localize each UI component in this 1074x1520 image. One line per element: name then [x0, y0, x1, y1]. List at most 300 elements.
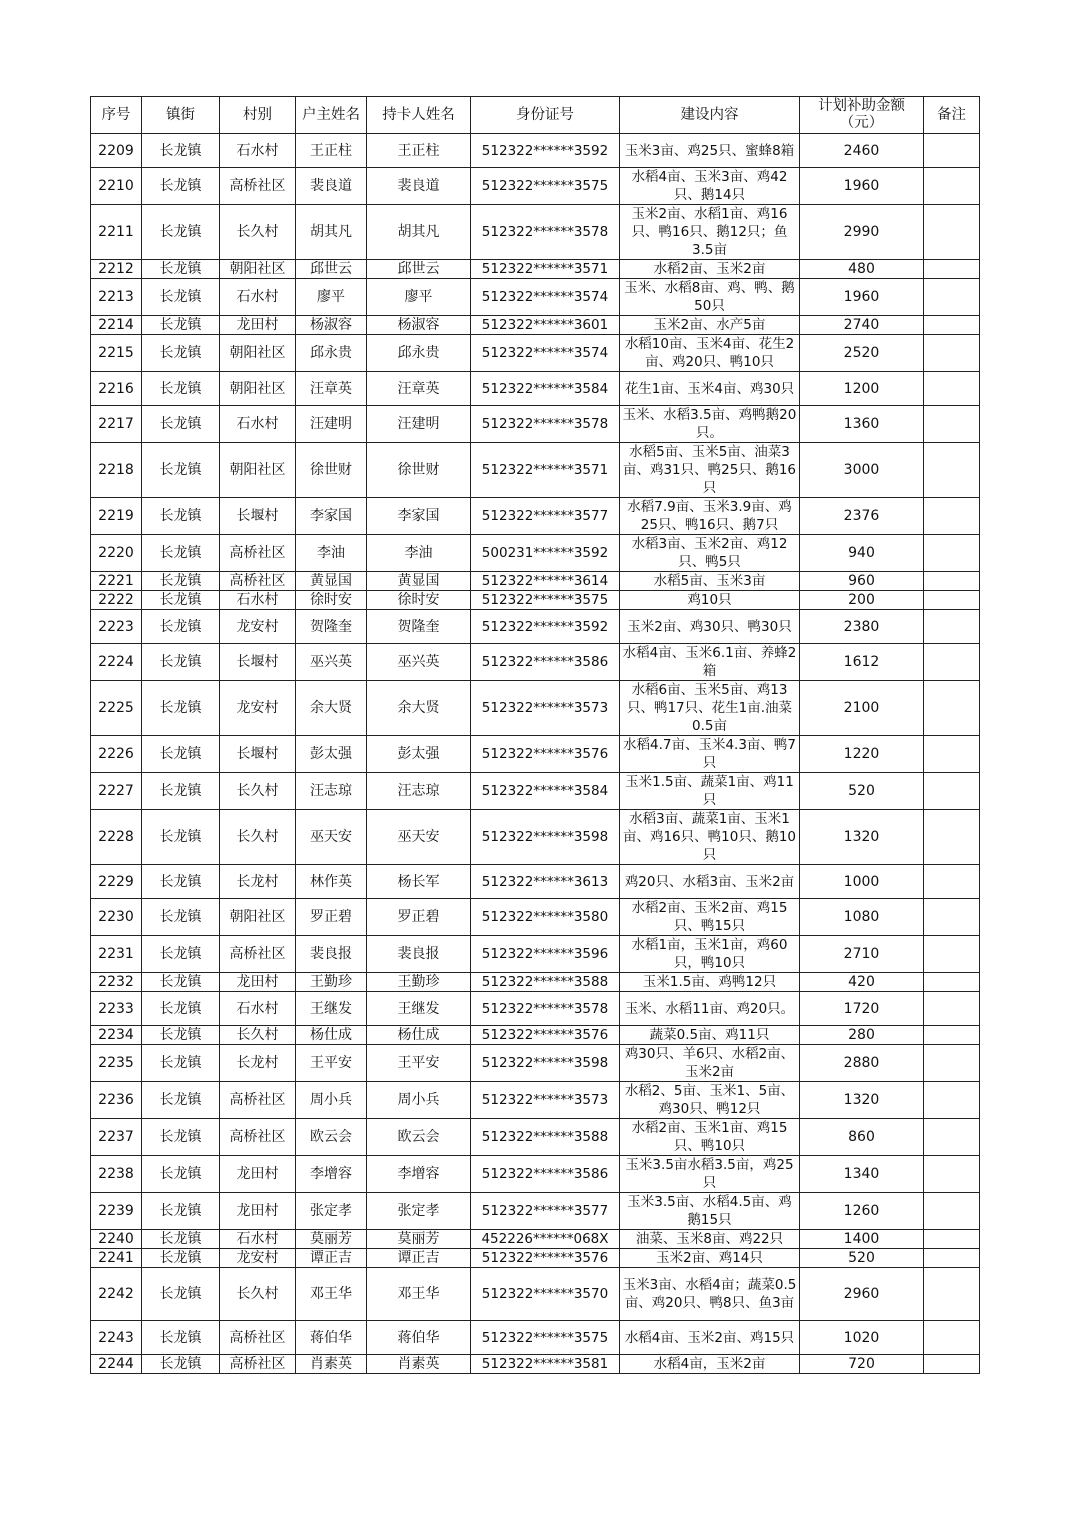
cell-householder: 廖平: [296, 279, 367, 316]
cell-amount: 1260: [800, 1193, 924, 1230]
cell-id: 452226******068X: [471, 1230, 620, 1249]
cell-id: 512322******3575: [471, 168, 620, 205]
cell-content: 玉米、水稻8亩、鸡、鸭、鹅50只: [620, 279, 800, 316]
cell-village: 长久村: [220, 810, 296, 865]
cell-cardholder: 周小兵: [367, 1082, 471, 1119]
table-row: [91, 591, 980, 610]
cell-cardholder: 余大贤: [367, 681, 471, 736]
cell-seq: 2236: [91, 1082, 142, 1119]
cell-content: 水稻7.9亩、玉米3.9亩、鸡25只、鸭16只、鹅7只: [620, 498, 800, 535]
cell-seq: 2219: [91, 498, 142, 535]
cell-village: 长久村: [220, 205, 296, 260]
subsidy-table: [90, 96, 980, 1374]
cell-householder: 欧云会: [296, 1119, 367, 1156]
cell-householder: 李油: [296, 535, 367, 572]
cell-id: 512322******3576: [471, 1249, 620, 1268]
cell-content: 水稻3亩、玉米2亩、鸡12只、鸭5只: [620, 535, 800, 572]
cell-amount: 2990: [800, 205, 924, 260]
table-row: [91, 279, 980, 316]
table-row: [91, 572, 980, 591]
cell-village: 高桥社区: [220, 1119, 296, 1156]
cell-village: 高桥社区: [220, 936, 296, 973]
cell-town: 长龙镇: [142, 865, 220, 899]
cell-amount: 2960: [800, 1268, 924, 1321]
cell-id: 512322******3598: [471, 810, 620, 865]
cell-town: 长龙镇: [142, 1026, 220, 1045]
cell-seq: 2237: [91, 1119, 142, 1156]
cell-cardholder: 汪建明: [367, 406, 471, 443]
cell-cardholder: 欧云会: [367, 1119, 471, 1156]
cell-content: 玉米2亩、水稻1亩、鸡16只、鸭16只、鹅12只；鱼3.5亩: [620, 205, 800, 260]
header-cardholder: 持卡人姓名: [367, 97, 471, 134]
cell-householder: 裴良道: [296, 168, 367, 205]
cell-village: 石水村: [220, 134, 296, 168]
cell-amount: 1720: [800, 992, 924, 1026]
cell-note: [924, 591, 980, 610]
cell-town: 长龙镇: [142, 973, 220, 992]
cell-amount: 420: [800, 973, 924, 992]
cell-amount: 1360: [800, 406, 924, 443]
cell-note: [924, 134, 980, 168]
cell-id: 512322******3592: [471, 610, 620, 644]
cell-town: 长龙镇: [142, 535, 220, 572]
cell-village: 石水村: [220, 992, 296, 1026]
cell-town: 长龙镇: [142, 498, 220, 535]
cell-note: [924, 572, 980, 591]
cell-id: 512322******3584: [471, 773, 620, 810]
cell-note: [924, 535, 980, 572]
cell-id: 512322******3571: [471, 443, 620, 498]
table-row: [91, 1045, 980, 1082]
cell-id: 512322******3581: [471, 1355, 620, 1374]
cell-seq: 2220: [91, 535, 142, 572]
table-row: [91, 260, 980, 279]
cell-cardholder: 彭太强: [367, 736, 471, 773]
cell-id: 512322******3578: [471, 406, 620, 443]
cell-note: [924, 1156, 980, 1193]
cell-town: 长龙镇: [142, 1321, 220, 1355]
cell-cardholder: 邓王华: [367, 1268, 471, 1321]
cell-cardholder: 巫天安: [367, 810, 471, 865]
cell-note: [924, 1045, 980, 1082]
cell-amount: 1020: [800, 1321, 924, 1355]
table-row: [91, 205, 980, 260]
cell-id: 512322******3578: [471, 205, 620, 260]
cell-householder: 肖素英: [296, 1355, 367, 1374]
table-row: [91, 316, 980, 335]
cell-cardholder: 邱世云: [367, 260, 471, 279]
cell-content: 水稻10亩、玉米4亩、花生2亩、鸡20只、鸭10只: [620, 335, 800, 372]
cell-householder: 余大贤: [296, 681, 367, 736]
cell-seq: 2232: [91, 973, 142, 992]
cell-town: 长龙镇: [142, 1355, 220, 1374]
cell-id: 512322******3574: [471, 279, 620, 316]
cell-amount: 2380: [800, 610, 924, 644]
table-row: [91, 1249, 980, 1268]
cell-householder: 邱永贵: [296, 335, 367, 372]
cell-householder: 徐时安: [296, 591, 367, 610]
cell-seq: 2230: [91, 899, 142, 936]
cell-cardholder: 李家国: [367, 498, 471, 535]
cell-town: 长龙镇: [142, 681, 220, 736]
cell-amount: 520: [800, 773, 924, 810]
cell-note: [924, 992, 980, 1026]
cell-householder: 蒋伯华: [296, 1321, 367, 1355]
table-row: [91, 644, 980, 681]
cell-seq: 2233: [91, 992, 142, 1026]
cell-cardholder: 徐世财: [367, 443, 471, 498]
cell-seq: 2231: [91, 936, 142, 973]
cell-town: 长龙镇: [142, 406, 220, 443]
cell-seq: 2241: [91, 1249, 142, 1268]
cell-town: 长龙镇: [142, 1249, 220, 1268]
cell-seq: 2224: [91, 644, 142, 681]
cell-content: 水稻4亩、玉米6.1亩、养蜂2箱: [620, 644, 800, 681]
cell-householder: 巫天安: [296, 810, 367, 865]
cell-village: 长久村: [220, 1268, 296, 1321]
cell-id: 512322******3596: [471, 936, 620, 973]
cell-amount: 2376: [800, 498, 924, 535]
cell-id: 512322******3598: [471, 1045, 620, 1082]
cell-content: 蔬菜0.5亩、鸡11只: [620, 1026, 800, 1045]
cell-town: 长龙镇: [142, 810, 220, 865]
cell-amount: 200: [800, 591, 924, 610]
cell-note: [924, 865, 980, 899]
cell-village: 长龙村: [220, 865, 296, 899]
table-row: [91, 406, 980, 443]
cell-content: 水稻4亩、玉米2亩、鸡15只: [620, 1321, 800, 1355]
cell-content: 水稻3亩、蔬菜1亩、玉米1亩、鸡16只、鸭10只、鹅10只: [620, 810, 800, 865]
cell-content: 水稻6亩、玉米5亩、鸡13只、鸭17只、花生1亩.油菜0.5亩: [620, 681, 800, 736]
cell-id: 512322******3574: [471, 335, 620, 372]
cell-village: 石水村: [220, 591, 296, 610]
header-row: [91, 97, 980, 134]
cell-village: 朝阳社区: [220, 335, 296, 372]
cell-id: 512322******3576: [471, 1026, 620, 1045]
cell-householder: 裴良报: [296, 936, 367, 973]
header-id: 身份证号: [471, 97, 620, 134]
cell-town: 长龙镇: [142, 591, 220, 610]
cell-village: 龙田村: [220, 973, 296, 992]
cell-village: 龙田村: [220, 1156, 296, 1193]
cell-content: 玉米3亩、鸡25只、蜜蜂8箱: [620, 134, 800, 168]
cell-town: 长龙镇: [142, 335, 220, 372]
cell-cardholder: 裴良道: [367, 168, 471, 205]
cell-town: 长龙镇: [142, 279, 220, 316]
cell-seq: 2221: [91, 572, 142, 591]
cell-householder: 邱世云: [296, 260, 367, 279]
table-row: [91, 1230, 980, 1249]
cell-content: 水稻2亩、玉米2亩: [620, 260, 800, 279]
cell-village: 高桥社区: [220, 572, 296, 591]
cell-householder: 汪建明: [296, 406, 367, 443]
cell-village: 朝阳社区: [220, 899, 296, 936]
cell-seq: 2227: [91, 773, 142, 810]
cell-village: 高桥社区: [220, 535, 296, 572]
cell-cardholder: 廖平: [367, 279, 471, 316]
header-householder: 户主姓名: [296, 97, 367, 134]
cell-id: 512322******3586: [471, 1156, 620, 1193]
table-row: [91, 1355, 980, 1374]
cell-cardholder: 杨长军: [367, 865, 471, 899]
cell-village: 龙安村: [220, 681, 296, 736]
cell-seq: 2214: [91, 316, 142, 335]
cell-note: [924, 1321, 980, 1355]
table-row: [91, 1268, 980, 1321]
cell-note: [924, 973, 980, 992]
cell-amount: 720: [800, 1355, 924, 1374]
table-row: [91, 773, 980, 810]
cell-amount: 2100: [800, 681, 924, 736]
cell-id: 512322******3584: [471, 372, 620, 406]
cell-village: 龙田村: [220, 1193, 296, 1230]
cell-content: 水稻2亩、玉米2亩、鸡15只、鸭15只: [620, 899, 800, 936]
cell-householder: 莫丽芳: [296, 1230, 367, 1249]
cell-town: 长龙镇: [142, 572, 220, 591]
cell-content: 水稻4亩、玉米3亩、鸡42只、鹅14只: [620, 168, 800, 205]
cell-householder: 张定孝: [296, 1193, 367, 1230]
cell-householder: 杨淑容: [296, 316, 367, 335]
cell-village: 龙安村: [220, 1249, 296, 1268]
cell-seq: 2226: [91, 736, 142, 773]
header-village: 村别: [220, 97, 296, 134]
cell-id: 512322******3570: [471, 1268, 620, 1321]
cell-cardholder: 李油: [367, 535, 471, 572]
cell-note: [924, 1268, 980, 1321]
cell-town: 长龙镇: [142, 899, 220, 936]
cell-amount: 3000: [800, 443, 924, 498]
cell-note: [924, 1026, 980, 1045]
cell-amount: 1960: [800, 168, 924, 205]
cell-content: 玉米3.5亩水稻3.5亩，鸡25只: [620, 1156, 800, 1193]
cell-cardholder: 裴良报: [367, 936, 471, 973]
cell-householder: 谭正吉: [296, 1249, 367, 1268]
cell-note: [924, 1230, 980, 1249]
cell-town: 长龙镇: [142, 316, 220, 335]
cell-amount: 2880: [800, 1045, 924, 1082]
cell-amount: 520: [800, 1249, 924, 1268]
table-row: [91, 1119, 980, 1156]
cell-village: 高桥社区: [220, 1355, 296, 1374]
cell-seq: 2240: [91, 1230, 142, 1249]
cell-village: 龙田村: [220, 316, 296, 335]
cell-seq: 2243: [91, 1321, 142, 1355]
table-row: [91, 168, 980, 205]
cell-id: 512322******3578: [471, 992, 620, 1026]
cell-seq: 2222: [91, 591, 142, 610]
cell-town: 长龙镇: [142, 1045, 220, 1082]
cell-village: 长堰村: [220, 644, 296, 681]
cell-id: 512322******3614: [471, 572, 620, 591]
cell-content: 水稻5亩、玉米3亩: [620, 572, 800, 591]
table-row: [91, 899, 980, 936]
cell-content: 玉米3.5亩、水稻4.5亩、鸡鹅15只: [620, 1193, 800, 1230]
cell-seq: 2217: [91, 406, 142, 443]
cell-amount: 860: [800, 1119, 924, 1156]
cell-id: 512322******3571: [471, 260, 620, 279]
cell-content: 水稻4亩，玉米2亩: [620, 1355, 800, 1374]
cell-content: 玉米2亩、鸡14只: [620, 1249, 800, 1268]
cell-id: 512322******3592: [471, 134, 620, 168]
cell-id: 512322******3573: [471, 1082, 620, 1119]
cell-amount: 2520: [800, 335, 924, 372]
cell-content: 花生1亩、玉米4亩、鸡30只: [620, 372, 800, 406]
cell-content: 玉米2亩、水产5亩: [620, 316, 800, 335]
cell-householder: 彭太强: [296, 736, 367, 773]
cell-id: 512322******3580: [471, 899, 620, 936]
table-row: [91, 1026, 980, 1045]
cell-cardholder: 黄显国: [367, 572, 471, 591]
table-row: [91, 865, 980, 899]
cell-seq: 2239: [91, 1193, 142, 1230]
table-row: [91, 372, 980, 406]
cell-householder: 汪章英: [296, 372, 367, 406]
cell-id: 512322******3586: [471, 644, 620, 681]
table-row: [91, 1193, 980, 1230]
cell-village: 石水村: [220, 406, 296, 443]
cell-seq: 2238: [91, 1156, 142, 1193]
cell-id: 512322******3601: [471, 316, 620, 335]
cell-content: 玉米1.5亩、蔬菜1亩、鸡11只: [620, 773, 800, 810]
cell-seq: 2223: [91, 610, 142, 644]
cell-amount: 1200: [800, 372, 924, 406]
cell-note: [924, 205, 980, 260]
cell-seq: 2242: [91, 1268, 142, 1321]
cell-cardholder: 汪章英: [367, 372, 471, 406]
cell-householder: 邓王华: [296, 1268, 367, 1321]
cell-content: 鸡10只: [620, 591, 800, 610]
cell-note: [924, 260, 980, 279]
cell-cardholder: 张定孝: [367, 1193, 471, 1230]
cell-note: [924, 1193, 980, 1230]
cell-note: [924, 1355, 980, 1374]
cell-amount: 960: [800, 572, 924, 591]
cell-cardholder: 王正柱: [367, 134, 471, 168]
cell-town: 长龙镇: [142, 443, 220, 498]
cell-village: 长堰村: [220, 498, 296, 535]
cell-id: 512322******3575: [471, 1321, 620, 1355]
cell-content: 水稻5亩、玉米5亩、油菜3亩、鸡31只、鸭25只、鹅16只: [620, 443, 800, 498]
table-row: [91, 992, 980, 1026]
table-row: [91, 335, 980, 372]
cell-town: 长龙镇: [142, 936, 220, 973]
cell-seq: 2235: [91, 1045, 142, 1082]
table-row: [91, 1321, 980, 1355]
cell-village: 龙安村: [220, 610, 296, 644]
table-row: [91, 1082, 980, 1119]
cell-cardholder: 王继发: [367, 992, 471, 1026]
cell-note: [924, 681, 980, 736]
cell-cardholder: 徐时安: [367, 591, 471, 610]
cell-town: 长龙镇: [142, 1082, 220, 1119]
cell-id: 512322******3588: [471, 1119, 620, 1156]
cell-town: 长龙镇: [142, 1156, 220, 1193]
cell-amount: 1340: [800, 1156, 924, 1193]
cell-note: [924, 810, 980, 865]
cell-content: 水稻4.7亩、玉米4.3亩、鸭7只: [620, 736, 800, 773]
cell-cardholder: 王平安: [367, 1045, 471, 1082]
cell-seq: 2228: [91, 810, 142, 865]
cell-note: [924, 936, 980, 973]
cell-seq: 2216: [91, 372, 142, 406]
cell-village: 高桥社区: [220, 1321, 296, 1355]
cell-note: [924, 644, 980, 681]
cell-note: [924, 335, 980, 372]
cell-village: 石水村: [220, 1230, 296, 1249]
cell-village: 长久村: [220, 1026, 296, 1045]
cell-householder: 巫兴英: [296, 644, 367, 681]
table-row: [91, 498, 980, 535]
table-row: [91, 1156, 980, 1193]
cell-content: 水稻2、5亩、玉米1、5亩、鸡30只、鸭12只: [620, 1082, 800, 1119]
cell-cardholder: 杨仕成: [367, 1026, 471, 1045]
cell-note: [924, 316, 980, 335]
cell-note: [924, 610, 980, 644]
cell-village: 高桥社区: [220, 1082, 296, 1119]
cell-note: [924, 1249, 980, 1268]
cell-householder: 胡其凡: [296, 205, 367, 260]
cell-content: 水稻2亩、玉米1亩、鸡15只、鸭10只: [620, 1119, 800, 1156]
cell-village: 朝阳社区: [220, 372, 296, 406]
cell-householder: 李增容: [296, 1156, 367, 1193]
cell-town: 长龙镇: [142, 736, 220, 773]
cell-village: 石水村: [220, 279, 296, 316]
cell-content: 玉米1.5亩、鸡鸭12只: [620, 973, 800, 992]
cell-town: 长龙镇: [142, 372, 220, 406]
cell-cardholder: 蒋伯华: [367, 1321, 471, 1355]
cell-amount: 1612: [800, 644, 924, 681]
cell-cardholder: 杨淑容: [367, 316, 471, 335]
cell-seq: 2215: [91, 335, 142, 372]
cell-amount: 1400: [800, 1230, 924, 1249]
table-row: [91, 973, 980, 992]
cell-seq: 2229: [91, 865, 142, 899]
cell-seq: 2210: [91, 168, 142, 205]
cell-town: 长龙镇: [142, 134, 220, 168]
cell-householder: 王勤珍: [296, 973, 367, 992]
cell-amount: 1960: [800, 279, 924, 316]
cell-householder: 汪志琼: [296, 773, 367, 810]
cell-content: 玉米、水稻3.5亩、鸡鸭鹅20只。: [620, 406, 800, 443]
cell-householder: 李家国: [296, 498, 367, 535]
cell-seq: 2244: [91, 1355, 142, 1374]
cell-householder: 黄显国: [296, 572, 367, 591]
cell-village: 朝阳社区: [220, 260, 296, 279]
cell-amount: 1320: [800, 1082, 924, 1119]
cell-note: [924, 1119, 980, 1156]
cell-note: [924, 168, 980, 205]
cell-town: 长龙镇: [142, 205, 220, 260]
table-row: [91, 610, 980, 644]
cell-note: [924, 736, 980, 773]
cell-id: 512322******3613: [471, 865, 620, 899]
cell-cardholder: 罗正碧: [367, 899, 471, 936]
cell-seq: 2225: [91, 681, 142, 736]
cell-town: 长龙镇: [142, 1119, 220, 1156]
cell-householder: 林作英: [296, 865, 367, 899]
cell-village: 长龙村: [220, 1045, 296, 1082]
cell-householder: 徐世财: [296, 443, 367, 498]
cell-amount: 1000: [800, 865, 924, 899]
table-row: [91, 810, 980, 865]
cell-amount: 480: [800, 260, 924, 279]
cell-cardholder: 巫兴英: [367, 644, 471, 681]
cell-id: 512322******3588: [471, 973, 620, 992]
cell-seq: 2209: [91, 134, 142, 168]
cell-id: 500231******3592: [471, 535, 620, 572]
cell-town: 长龙镇: [142, 644, 220, 681]
cell-seq: 2218: [91, 443, 142, 498]
